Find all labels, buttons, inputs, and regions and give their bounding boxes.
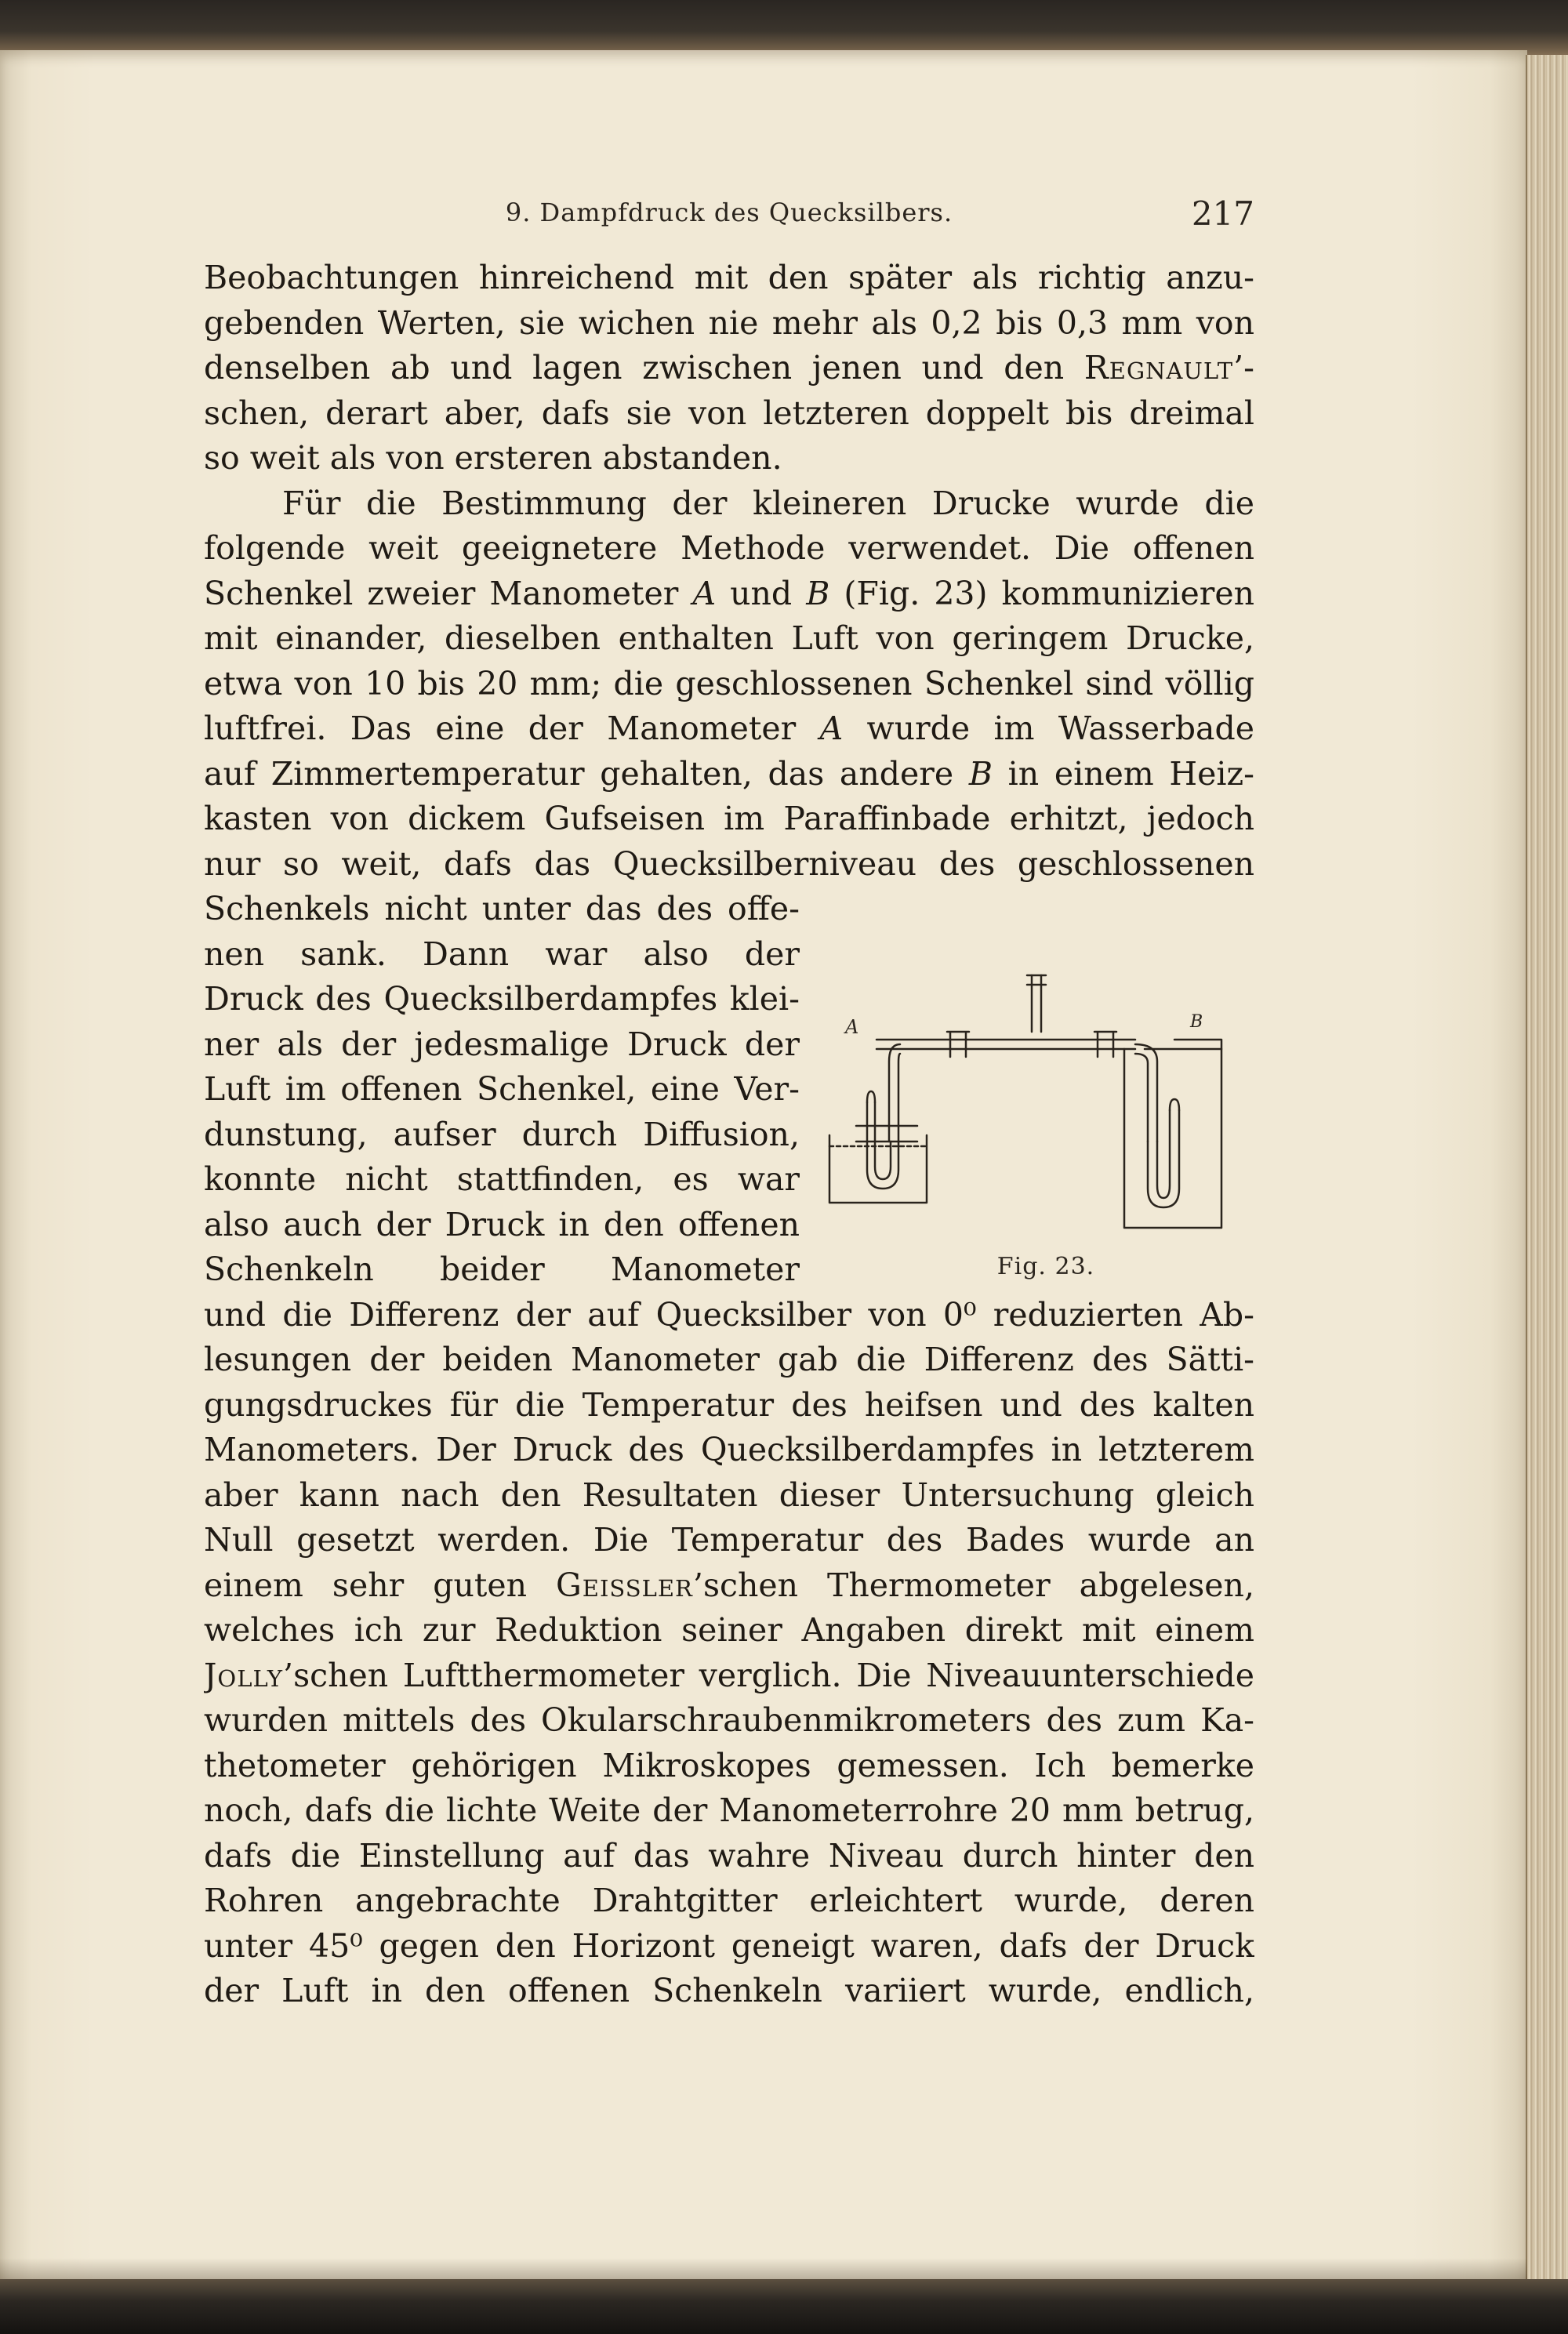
connecting-pipe bbox=[877, 1040, 1135, 1049]
text-line-narrow: Luft im offenen Schenkel, eine Ver- bbox=[204, 1070, 800, 1108]
text-line-narrow: dunstung, aufser durch Diffusion, bbox=[204, 1115, 800, 1153]
text-line: lesungen der beiden Manometer gab die Differenz des Sätti- bbox=[204, 1341, 1254, 1378]
text-line bbox=[204, 1653, 1254, 1699]
text-line-narrow: nen sank. Dann war also der bbox=[204, 935, 800, 973]
text-line-narrow: konnte nicht stattfinden, es war bbox=[204, 1160, 800, 1198]
text-line: unter 45⁰ gegen den Horizont geneigt waren, dafs der Druck bbox=[204, 1926, 1254, 1965]
heating-box-b bbox=[1124, 1049, 1221, 1228]
stopcock-right bbox=[1094, 1032, 1116, 1057]
text-line bbox=[204, 706, 1254, 752]
author-name-geissler: Geissler bbox=[556, 1566, 693, 1604]
text-line: wurden mittels des Okularschraubenmikrometers des zum Ka- bbox=[204, 1701, 1254, 1739]
text-line-narrow: ner als der jedesmalige Druck der bbox=[204, 1025, 800, 1063]
manometer-a-ref: A bbox=[819, 710, 844, 747]
pipe-to-a-inner bbox=[898, 1054, 900, 1142]
text-line-narrow: Schenkels nicht unter das des offe- bbox=[204, 890, 800, 927]
manometer-a-closed-top bbox=[867, 1091, 875, 1102]
page-edges bbox=[1526, 55, 1568, 2281]
text-segment: in einem Heiz- bbox=[992, 754, 1254, 793]
running-header bbox=[204, 194, 1254, 241]
text-segment: wurde im Wasserbade bbox=[843, 710, 1254, 747]
manometer-b-closed-top bbox=[1170, 1099, 1179, 1110]
text-line: Beobachtungen hinreichend mit den später als richtig anzu- bbox=[204, 259, 1254, 296]
text-line bbox=[204, 572, 1254, 617]
page-number: 217 bbox=[1191, 194, 1254, 233]
text-line: folgende weit geeignetere Methode verwendet. Die offenen bbox=[204, 529, 1254, 567]
text-line-narrow: Druck des Quecksilberdampfes klei- bbox=[204, 980, 800, 1018]
text-line: noch, dafs die lichte Weite der Manometerrohre 20 mm betrug, bbox=[204, 1791, 1254, 1829]
manometer-apparatus-diagram bbox=[822, 961, 1270, 1243]
text-line-narrow: Schenkeln beider Manometer bbox=[204, 1250, 800, 1288]
heating-box-lid bbox=[1174, 1040, 1221, 1049]
text-segment: ’schen Thermometer abgelesen, bbox=[692, 1566, 1254, 1604]
text-segment: denselben ab und lagen zwischen jenen und den bbox=[204, 349, 1084, 387]
text-line: schen, derart aber, dafs sie von letzteren doppelt bis dreimal bbox=[204, 394, 1254, 432]
book-binding-bottom bbox=[0, 2279, 1568, 2334]
text-line bbox=[204, 752, 1254, 797]
text-segment: ’- bbox=[1233, 349, 1254, 387]
running-title: 9. Dampfdruck des Quecksilbers. bbox=[505, 198, 953, 227]
text-line: Rohren angebrachte Drahtgitter erleichtert wurde, deren bbox=[204, 1882, 1254, 1919]
figure-caption: Fig. 23. bbox=[996, 1253, 1095, 1280]
paragraph-start-line: Für die Bestimmung der kleineren Drucke wurde die bbox=[282, 484, 1254, 522]
text-segment: luftfrei. Das eine der Manometer bbox=[204, 710, 820, 747]
text-line bbox=[204, 1563, 1254, 1609]
pipe-to-b bbox=[1135, 1044, 1157, 1142]
text-line bbox=[204, 346, 1254, 391]
figure-label-a: A bbox=[845, 1016, 859, 1038]
text-segment: einem sehr guten bbox=[204, 1566, 557, 1604]
text-line: Null gesetzt werden. Die Temperatur des Bades wurde an bbox=[204, 1521, 1254, 1559]
author-name-regnault: Regnault bbox=[1083, 349, 1234, 387]
text-line: und die Differenz der auf Quecksilber von 0⁰ reduzierten Ab- bbox=[204, 1295, 1254, 1334]
top-valve-cap bbox=[1027, 975, 1046, 985]
text-line-narrow: also auch der Druck in den offenen bbox=[204, 1205, 800, 1243]
text-line: kasten von dickem Gufseisen im Paraffinbade erhitzt, jedoch bbox=[204, 800, 1254, 837]
manometer-a-ref: A bbox=[692, 574, 717, 612]
manometer-b-tube bbox=[1148, 1110, 1179, 1207]
text-line: welches ich zur Reduktion seiner Angaben direkt mit einem bbox=[204, 1611, 1254, 1649]
text-line: so weit als von ersteren abstanden. bbox=[204, 439, 782, 477]
text-line: gebenden Werten, sie wichen nie mehr als 0,2 bis 0,3 mm von bbox=[204, 303, 1254, 342]
text-line: aber kann nach den Resultaten dieser Untersuchung gleich bbox=[204, 1476, 1254, 1514]
text-line: der Luft in den offenen Schenkeln variiert wurde, endlich, bbox=[204, 1972, 1254, 2009]
text-segment: Schenkel zweier Manometer bbox=[204, 574, 693, 612]
text-segment: und bbox=[716, 574, 807, 612]
text-segment: auf Zimmertemperatur gehalten, das andere bbox=[204, 754, 969, 793]
text-line: thetometer gehörigen Mikroskopes gemessen. Ich bemerke bbox=[204, 1746, 1254, 1784]
text-line: mit einander, dieselben enthalten Luft von geringem Drucke, bbox=[204, 619, 1254, 657]
text-line: dafs die Einstellung auf das wahre Niveau durch hinter den bbox=[204, 1836, 1254, 1875]
book-binding-top bbox=[0, 0, 1568, 56]
text-segment: (Fig. 23) kommunizieren bbox=[829, 574, 1254, 612]
text-segment: ’schen Luftthermometer verglich. Die Niveauunterschiede bbox=[283, 1656, 1254, 1694]
text-line: nur so weit, dafs das Quecksilberniveau des geschlossenen bbox=[204, 844, 1254, 883]
manometer-b-ref: B bbox=[968, 754, 993, 793]
manometer-a-scale bbox=[856, 1126, 917, 1142]
figure-23 bbox=[822, 961, 1270, 1306]
manometer-b-ref: B bbox=[806, 574, 830, 612]
text-line: etwa von 10 bis 20 mm; die geschlossenen Schenkel sind völlig bbox=[204, 664, 1254, 702]
text-line: Manometers. Der Druck des Quecksilberdampfes in letzterem bbox=[204, 1431, 1254, 1468]
stopcock-left bbox=[947, 1032, 969, 1057]
figure-label-b: B bbox=[1190, 1012, 1203, 1032]
author-name-jolly: Jolly bbox=[204, 1656, 284, 1694]
manometer-b-tube-inner bbox=[1157, 1110, 1170, 1198]
text-line: gungsdruckes für die Temperatur des heifsen und des kalten bbox=[204, 1385, 1254, 1424]
